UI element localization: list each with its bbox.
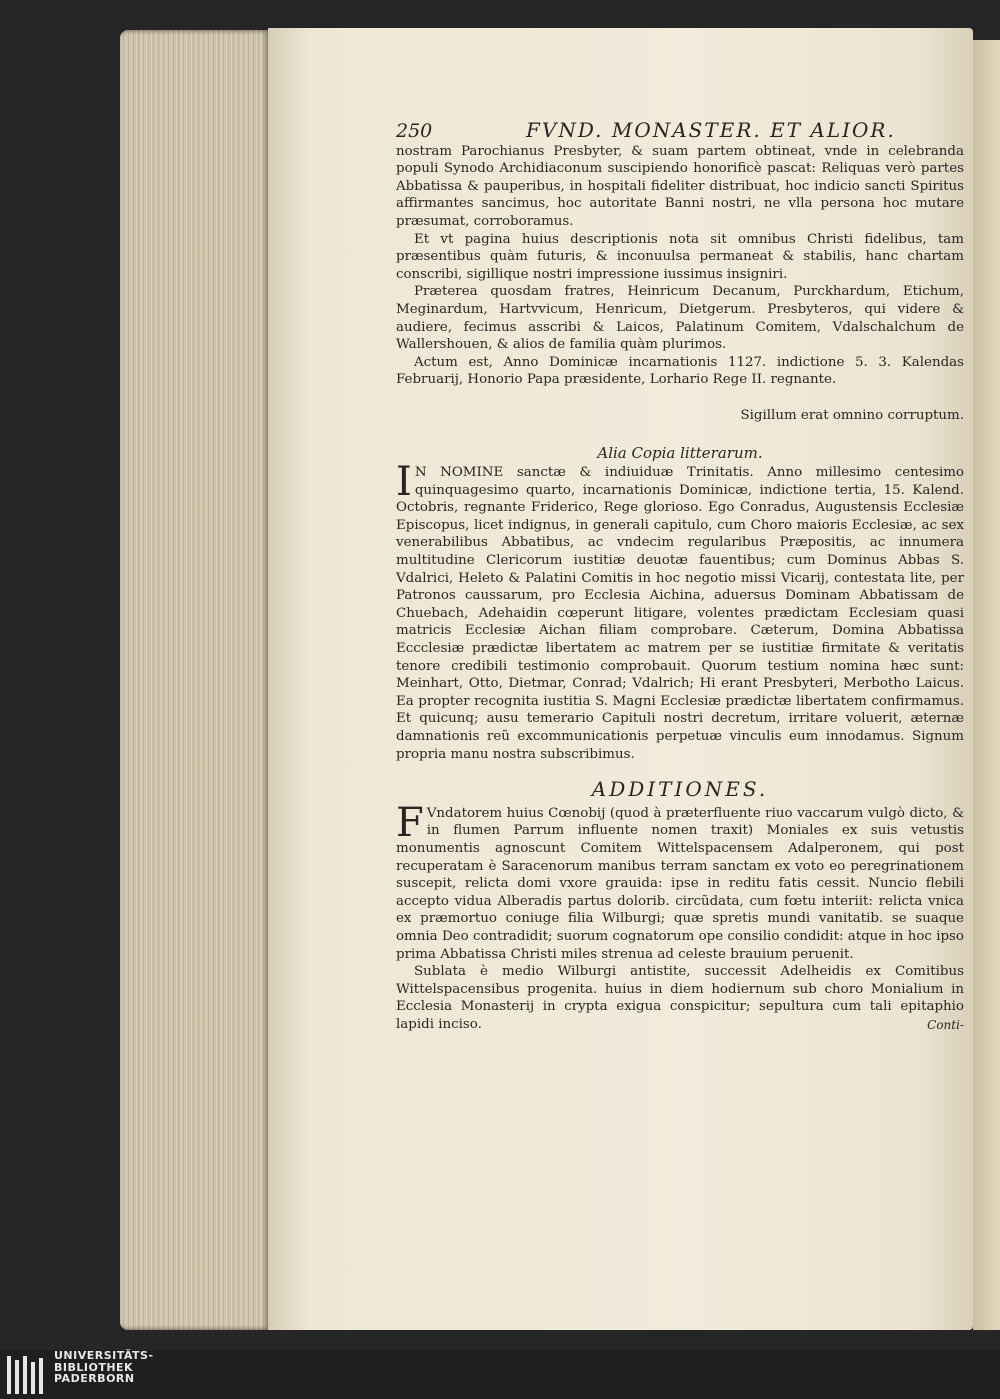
catchword: Conti- — [927, 1017, 964, 1032]
book-page-edges — [120, 30, 270, 1330]
paragraph-3: Præterea quosdam fratres, Heinricum Decanum, Purckhardum, Etichum, Meginardum, Hartvvicum, Henricum, Dietgerum. Presbyteros, qui videre & audiere, fecimus asscribi & Laicos, Palatinum Comitem, Vdalschalchum de Wallershouen, & alios de familia quàm plurimos. — [396, 284, 964, 353]
library-name — [54, 1350, 154, 1385]
library-name-line-3: PADERBORN — [54, 1372, 135, 1385]
paragraph-4: Actum est, Anno Dominicæ incarnationis 1127. indictione 5. 3. Kalendas Februarij, Honorio Papa præsidente, Lorhario Rege II. regnante. — [396, 354, 964, 388]
library-logo-icon — [6, 1354, 46, 1396]
paragraph-1: nostram Parochianus Presbyter, & suam partem obtineat, vnde in celebranda populi Synodo Archidiaconum suscipiendo honorificè pascat: Reliquas verò partes Abbatissa & pauperibus, in hospitali fideliter distribuat, hoc indicio sancti Spiritus affirmantes sancimus, hoc autoritate Banni nostri, ne vlla persona hoc mutare præsumat, corroboramus. — [396, 143, 964, 229]
paragraph-2: Et vt pagina huius descriptionis nota sit omnibus Christi fidelibus, tam præsentibus quàm futuris, & inconuulsa permaneat & stabilis, hanc chartam conscribi, sigillique nostri impressione iussimus insigniri. — [396, 231, 964, 282]
additiones-heading: ADDITIONES. — [591, 777, 769, 802]
additiones-paragraph-2: Sublata è medio Wilburgi antistite, successit Adelheidis ex Comitibus Wittelspacensibus progenita. huius in diem hodiernum sub choro Monialium in Ecclesia Monasterij in crypta exigua conspicitur; sepultura cum tali epitaphio lapidi inciso. — [396, 964, 964, 1032]
running-title: FVND. MONASTER. ET ALIOR. — [526, 118, 896, 142]
library-name-line-2: BIBLIOTHEK — [54, 1360, 134, 1374]
facing-page-edge — [973, 40, 1000, 1330]
alia-copia-text: IN NOMINE sanctæ & indiuiduæ Trinitatis. Anno millesimo centesimo quinquagesimo quarto, incarnationis Dominicæ, indictione tertia, 15. Kalend. Octobris, regnante Friderico, Rege glorioso. Ego Conradus, Augustensis Ecclesiæ Episcopus, licet indignus, in generali capitulo, cum Choro maioris Ecclesiæ, ac sex venerabilibus Abbatibus, ac vndecim regularibus Præpositis, ac innumera multitudine Clericorum iustitiæ deuotæ fauentibus; cum Dominus Abbas S. Vdalrici, Heleto & Palatini Comitis in hoc negotio missi Vicarij, contestata lite, per Patronos caussarum, pro Ecclesia Aichina, aduersus Dominam Abbatissam de Chuebach, Adehaidin cœperunt litigare, volentes prædictam Ecclesiam quasi matricis Ecclesiæ Aichan filiam comprobare. Cæterum, Domina Abbatissa Eccclesiæ prædictæ libertatem ac matrem per se iustitiæ firmitate & veritatis tenore credibili testimonio comprobauit. Quorum testium nomina hæc sunt: Meinhart, Otto, Dietmar, Conrad; Vdalrich; Hi erant Presbyteri, Merbotho Laicus. Ea propter recognita iustitia S. Magni Ecclesiæ prædictæ libertatem confirmamus. Et quicunq; ausu temerario Capituli nostri decretum, irritare voluerit, æternæ damnationis reũ excommunicationis perpetuæ vinculis eum innodamus. Signum propria manu nostra subscribimus. — [396, 459, 964, 762]
additiones-paragraph-1: FVndatorem huius Cœnobij (quod à præterfluente riuo vaccarum vulgò dicto, & in flumen Parrum influente nomen traxit) Moniales ex suis vetustis monumentis agnoscunt Comitem Wittelspacensem Adalperonem, qui post recuperatam è Saracenorum manibus terram sanctam ex voto eo peregrinationem suscepit, relicta domi vxore grauida: ipse in reditu fatis cessit. Nuncio flebili accepto vidua Alberadis partus dolorib. circũdata, cum fœtu interiit: relicta vnica ex præmortuo coniuge filia Wilburgi; quæ spretis mundi vanitatib. se suaque omnia Deo contradidit; suorum cognatorum ope consilio condidit: atque in hoc ipso prima Abbatissa Christi miles strenua ad celeste brauium peruenit. — [396, 799, 964, 962]
page-content — [396, 118, 964, 1034]
page-number: 250 — [396, 120, 433, 142]
running-head — [396, 118, 964, 142]
alia-copia-heading: Alia Copia litterarum. — [597, 443, 763, 462]
book-page — [268, 28, 973, 1330]
library-name-line-1: UNIVERSITÄTS- — [54, 1349, 154, 1362]
seal-note: Sigillum erat omnino corruptum. — [740, 407, 964, 423]
